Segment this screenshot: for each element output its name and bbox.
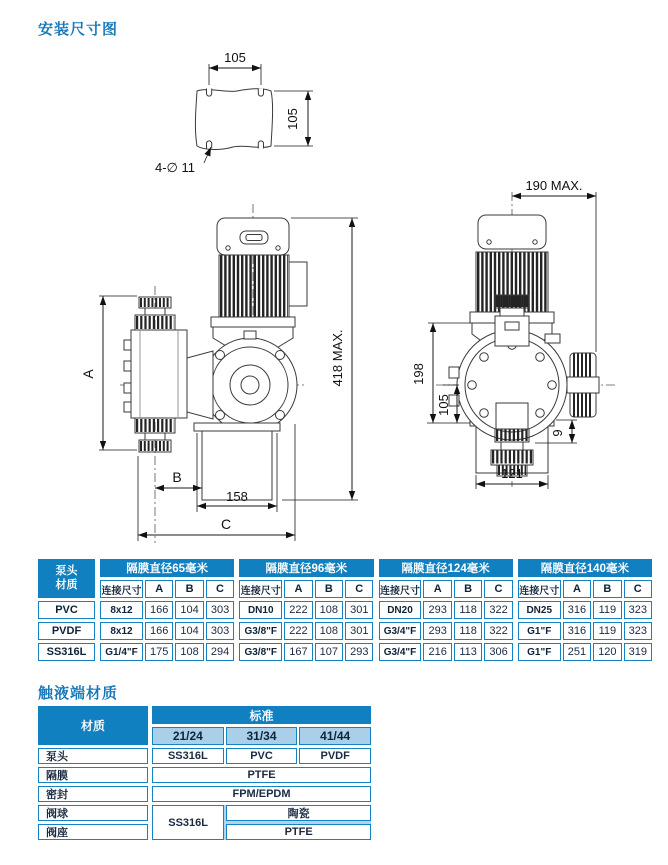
table-row: [518, 601, 652, 619]
diaphragm-value: PTFE: [152, 767, 371, 783]
pump-head-41-44: PVDF: [299, 748, 371, 764]
col-header-b: B: [175, 580, 203, 598]
dim-label-side-c: C: [220, 516, 232, 532]
table-row: [379, 601, 513, 619]
valve-rows: [152, 805, 371, 840]
cell-b: 107: [315, 643, 343, 661]
cell-c: 303: [206, 622, 234, 640]
cell-c: 301: [345, 622, 373, 640]
dim-label-plate-height: 105: [285, 108, 300, 130]
col-header-c: C: [624, 580, 652, 598]
cell-a: 316: [563, 601, 591, 619]
column-header-row: [518, 580, 652, 598]
cell-b: 108: [175, 643, 203, 661]
materials-corner-header: 材质: [38, 706, 148, 745]
pump-head-row: [152, 748, 371, 764]
cell-c: 322: [484, 622, 512, 640]
col-header-b: B: [454, 580, 482, 598]
cell-size: G1"F: [518, 643, 561, 661]
table-row: [239, 601, 373, 619]
valve-right-column: [226, 805, 371, 840]
row-label-valve-ball: 阀球: [38, 805, 148, 821]
cell-c: 323: [624, 601, 652, 619]
col-header-size: 连接尺寸: [518, 580, 561, 598]
material-row-header-pvdf: PVDF: [38, 622, 95, 640]
material-row-header-ss316l: SS316L: [38, 643, 95, 661]
table-row: [100, 601, 234, 619]
cell-b: 118: [454, 601, 482, 619]
section-title: 隔膜直径124毫米: [379, 559, 513, 577]
col-header-b: B: [593, 580, 621, 598]
dim-label-front-base: 121: [501, 466, 523, 481]
seal-row: [152, 786, 371, 802]
cell-c: 303: [206, 601, 234, 619]
section-title: 隔膜直径65毫米: [100, 559, 234, 577]
cell-c: 294: [206, 643, 234, 661]
table-row: [379, 643, 513, 661]
cell-b: 113: [454, 643, 482, 661]
cell-a: 293: [423, 622, 451, 640]
pump-front-view-drawing: [411, 178, 618, 489]
col-header-size: 连接尺寸: [379, 580, 422, 598]
cell-size: G1/4"F: [100, 643, 143, 661]
cell-size: 8x12: [100, 601, 143, 619]
cell-size: G3/8"F: [239, 622, 282, 640]
row-label-pump-head: 泵头: [38, 748, 148, 764]
cell-c: 306: [484, 643, 512, 661]
dim-label-side-base: 158: [226, 489, 248, 504]
dim-section-96mm: [239, 559, 373, 661]
dim-label-side-a: A: [80, 369, 96, 379]
cell-size: G3/4"F: [379, 622, 422, 640]
cell-b: 120: [593, 643, 621, 661]
cell-c: 301: [345, 601, 373, 619]
install-dimensions-title: 安装尺寸图: [38, 21, 119, 38]
cell-a: 222: [284, 601, 312, 619]
col-header-size: 连接尺寸: [100, 580, 143, 598]
cell-a: 166: [145, 622, 173, 640]
cell-c: 323: [624, 622, 652, 640]
table-row: [100, 622, 234, 640]
cell-b: 119: [593, 622, 621, 640]
materials-table: [38, 706, 371, 840]
cell-b: 119: [593, 601, 621, 619]
col-header-a: A: [563, 580, 591, 598]
cell-a: 251: [563, 643, 591, 661]
table-row: [239, 643, 373, 661]
pump-head-21-24: SS316L: [152, 748, 224, 764]
col-header-c: C: [484, 580, 512, 598]
dim-table-corner: [38, 559, 95, 598]
cell-size: G3/8"F: [239, 643, 282, 661]
row-label-diaphragm: 隔膜: [38, 767, 148, 783]
dim-label-front-h2: 105: [436, 394, 451, 416]
col-header-c: C: [206, 580, 234, 598]
section-title: 隔膜直径140毫米: [518, 559, 652, 577]
dim-label-front-width-max: 190 MAX.: [525, 178, 583, 193]
cell-a: 293: [423, 601, 451, 619]
model-header-row: [152, 727, 371, 745]
cell-b: 108: [315, 601, 343, 619]
col-header-a: A: [423, 580, 451, 598]
standard-header: 标准: [152, 706, 371, 724]
table-row: [379, 622, 513, 640]
cell-a: 166: [145, 601, 173, 619]
dim-label-plate-width: 105: [224, 50, 246, 65]
table-row: [239, 622, 373, 640]
cell-size: DN10: [239, 601, 282, 619]
cell-c: 319: [624, 643, 652, 661]
cell-a: 167: [284, 643, 312, 661]
cell-c: 322: [484, 601, 512, 619]
row-label-valve-seat: 阀座: [38, 824, 148, 840]
cell-c: 293: [345, 643, 373, 661]
valve-seat-value: PTFE: [226, 824, 371, 840]
dim-section-140mm: [518, 559, 652, 661]
cell-a: 175: [145, 643, 173, 661]
cell-size: 8x12: [100, 622, 143, 640]
valve-ball-value: 陶瓷: [226, 805, 371, 821]
pump-side-view-drawing: [80, 204, 358, 543]
dim-label-side-b: B: [172, 469, 182, 485]
row-label-seal: 密封: [38, 786, 148, 802]
material-row-header-pvc: PVC: [38, 601, 95, 619]
cell-b: 104: [175, 601, 203, 619]
model-col-31-34: 31/34: [226, 727, 298, 745]
corner-line2: 材质: [55, 578, 78, 591]
cell-b: 118: [454, 622, 482, 640]
col-header-b: B: [315, 580, 343, 598]
dim-label-side-height-max: 418 MAX.: [330, 329, 345, 387]
wetted-materials-title: 触液端材质: [38, 685, 119, 702]
col-header-c: C: [345, 580, 373, 598]
cell-a: 216: [423, 643, 451, 661]
column-header-row: [100, 580, 234, 598]
base-plate-top-view-drawing: [155, 50, 313, 175]
dim-label-front-h1: 198: [411, 363, 426, 385]
valve-left-merged: SS316L: [152, 805, 224, 840]
dim-label-front-flange: 9: [550, 429, 565, 437]
col-header-a: A: [284, 580, 312, 598]
column-header-row: [379, 580, 513, 598]
section-title: 隔膜直径96毫米: [239, 559, 373, 577]
diaphragm-row: [152, 767, 371, 783]
table-row: [100, 643, 234, 661]
cell-a: 316: [563, 622, 591, 640]
pump-head-31-34: PVC: [226, 748, 298, 764]
cell-b: 104: [175, 622, 203, 640]
dim-label-plate-holes: 4-∅ 11: [155, 160, 195, 175]
materials-label-column: [38, 706, 148, 840]
cell-size: DN20: [379, 601, 422, 619]
dim-section-65mm: [100, 559, 234, 661]
cell-b: 108: [315, 622, 343, 640]
col-header-a: A: [145, 580, 173, 598]
seal-value: FPM/EPDM: [152, 786, 371, 802]
table-row: [518, 643, 652, 661]
dim-table-material-column: [38, 559, 95, 661]
col-header-size: 连接尺寸: [239, 580, 282, 598]
materials-values: [152, 706, 371, 840]
model-col-41-44: 41/44: [299, 727, 371, 745]
column-header-row: [239, 580, 373, 598]
cell-size: G1"F: [518, 622, 561, 640]
dim-section-124mm: [379, 559, 513, 661]
table-row: [518, 622, 652, 640]
cell-a: 222: [284, 622, 312, 640]
model-col-21-24: 21/24: [152, 727, 224, 745]
cell-size: G3/4"F: [379, 643, 422, 661]
dimension-table: [38, 559, 652, 661]
cell-size: DN25: [518, 601, 561, 619]
corner-line1: 泵头: [55, 565, 78, 578]
